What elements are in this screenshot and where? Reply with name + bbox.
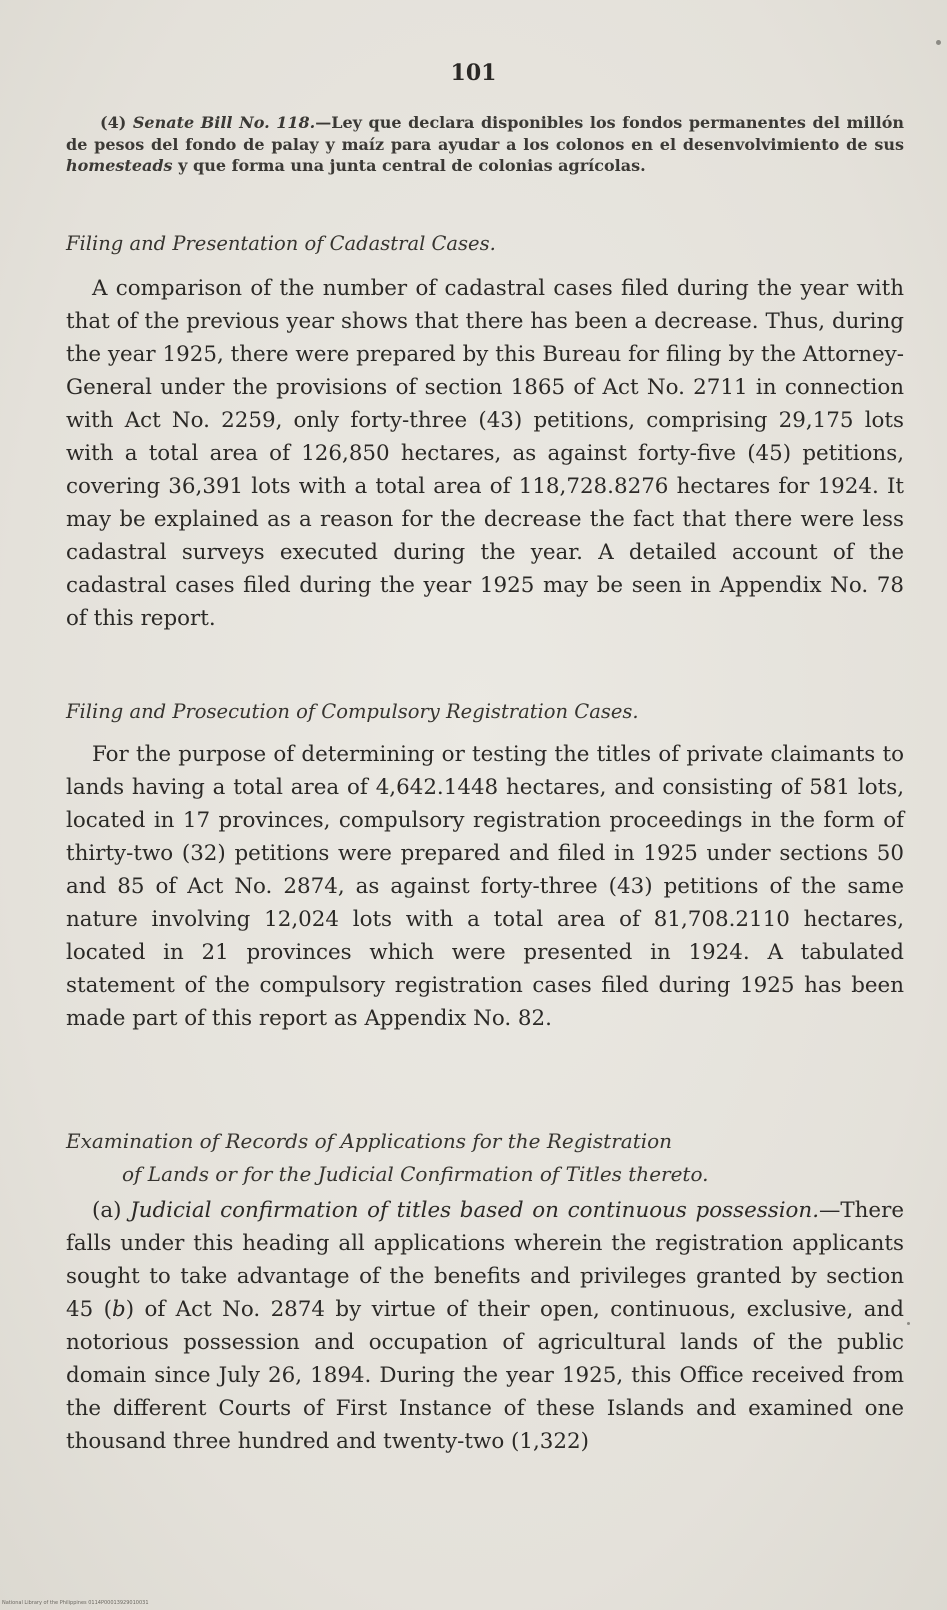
heading-line-1: Examination of Records of Applications for the Registration xyxy=(66,1129,673,1153)
scan-speck xyxy=(907,1322,910,1325)
section-heading-compulsory: Filing and Prosecution of Compulsory Registration Cases. xyxy=(66,700,639,723)
paragraph-cadastral-text: A comparison of the number of cadastral cases filed during the year with that of the previous year shows that there has been a decrease. Thus, during the year 1925, there were prepared by this Bureau for filing by the Attorney-General under the provisions of section 1865 of Act No. 2711 in connection with Act No. 2259, only forty-three (43) petitions, comprising 29,175 lots with a total area of 126,850 hectares, as against forty-five (45) petitions, covering 36,391 lots with a total area of 118,728.8276 hectares for 1924. It may be explained as a reason for the decrease the fact that there were less cadastral surveys executed during the year. A detailed account of the cadastral cases filed during the year 1925 may be seen in Appendix No. 78 of this report. xyxy=(66,276,904,631)
item-b-letter: b xyxy=(112,1297,126,1322)
paragraph-compulsory xyxy=(66,738,904,1035)
page-number: 101 xyxy=(450,60,497,86)
scan-speck xyxy=(936,40,941,45)
paragraph-judicial-confirmation xyxy=(66,1194,904,1458)
bill-italic-word: homesteads xyxy=(66,156,173,175)
heading-line-2: of Lands or for the Judicial Confirmation of Titles thereto. xyxy=(122,1162,709,1186)
bill-number: (4) xyxy=(100,113,127,132)
item-text-2: ) of Act No. 2874 by virtue of their open, continuous, exclusive, and notorious possession and occupation of agricultural lands of the public domain since July 26, 1894. During the year 1925, this Office received from the different Courts of First Instance of these Islands and examined one thousand three hundred and twenty-two (1,322) xyxy=(66,1297,904,1454)
section-heading-cadastral: Filing and Presentation of Cadastral Cases. xyxy=(66,232,496,255)
item-text-1: —There falls under this heading all applications wherein the registration applicants sought to take advantage of the benefits and privileges granted by section 45 ( xyxy=(66,1198,904,1322)
senate-bill-entry xyxy=(66,112,904,177)
paragraph-cadastral xyxy=(66,272,904,635)
scan-footer: National Library of the Philippines 0114P00013929010031 xyxy=(2,1600,149,1606)
bill-text: —Ley que declara disponibles los fondos permanentes del millón de pesos del fondo de palay y maíz para ayudar a los colonos en el desenvolvimiento de sus xyxy=(66,113,905,154)
item-title: Judicial confirmation of titles based on continuous possession. xyxy=(130,1198,819,1223)
item-label: (a) xyxy=(92,1198,131,1223)
bill-text-end: y que forma una junta central de colonias agrícolas. xyxy=(172,156,646,175)
bill-title: Senate Bill No. 118. xyxy=(132,113,316,132)
section-heading-examination xyxy=(66,1125,904,1191)
paragraph-compulsory-text: For the purpose of determining or testing the titles of private claimants to lands having a total area of 4,642.1448 hectares, and consisting of 581 lots, located in 17 provinces, compulsory registration proceedings in the form of thirty-two (32) petitions were prepared and filed in 1925 under sections 50 and 85 of Act No. 2874, as against forty-three (43) petitions of the same nature involving 12,024 lots with a total area of 81,708.2110 hectares, located in 21 provinces which were presented in 1924. A tabulated statement of the compulsory registration cases filed during 1925 has been made part of this report as Appendix No. 82. xyxy=(66,742,904,1031)
